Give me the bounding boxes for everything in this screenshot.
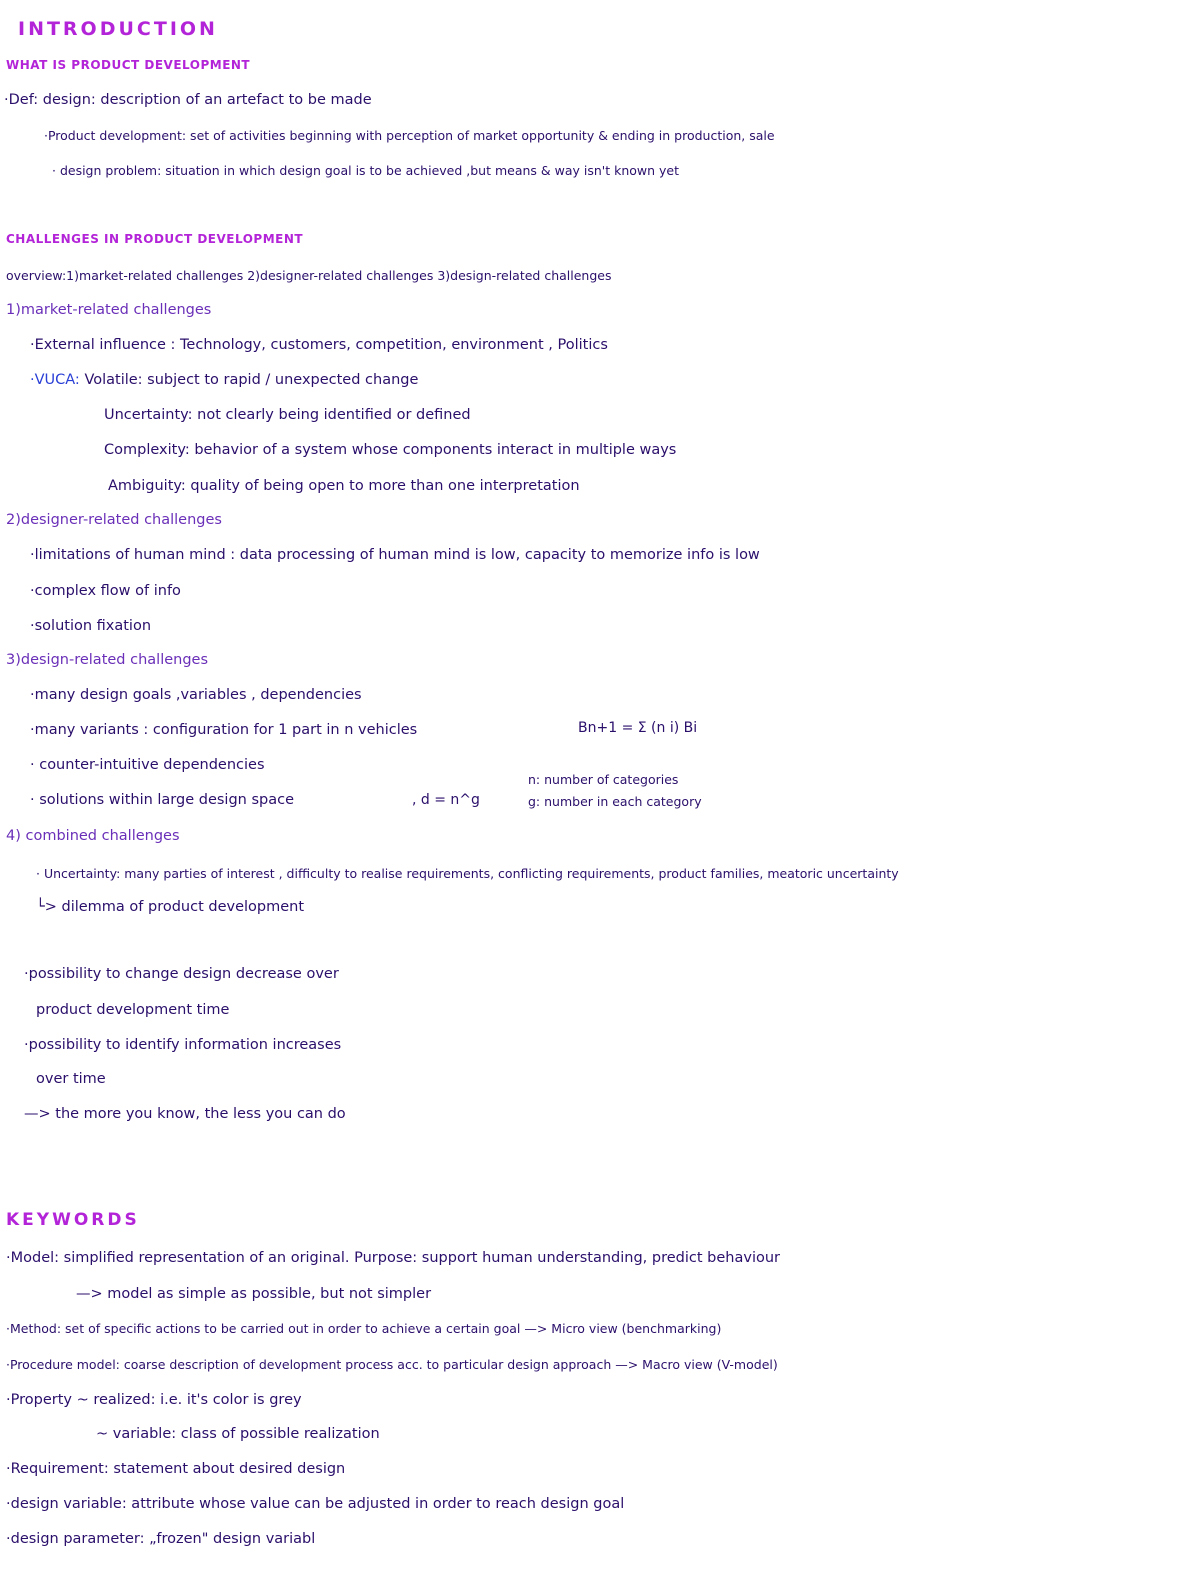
design-many-goals: ·many design goals ,variables , dependencies bbox=[30, 687, 362, 703]
keyword-requirement: ·Requirement: statement about desired design bbox=[6, 1461, 346, 1477]
designer-complex-flow: ·complex flow of info bbox=[30, 583, 181, 599]
dilemma-line-2: product development time bbox=[36, 1002, 230, 1018]
challenges-heading: CHALLENGES IN PRODUCT DEVELOPMENT bbox=[6, 232, 304, 246]
legend-categories: n: number of categories bbox=[528, 772, 679, 787]
dilemma-conclusion: —> the more you know, the less you can do bbox=[24, 1106, 346, 1122]
intro-heading: WHAT IS PRODUCT DEVELOPMENT bbox=[6, 58, 251, 72]
market-heading: 1)market-related challenges bbox=[6, 302, 212, 318]
design-large-space: · solutions within large design space bbox=[30, 792, 294, 808]
combined-uncertainty: · Uncertainty: many parties of interest , difficulty to realise requirements, conflicting requirements, product families, meatoric uncertainty bbox=[36, 866, 899, 881]
design-space-formula: , d = n^g bbox=[412, 792, 480, 808]
challenges-overview: overview:1)market-related challenges 2)designer-related challenges 3)design-related challenges bbox=[6, 268, 612, 283]
combined-heading: 4) combined challenges bbox=[6, 828, 180, 844]
vuca-uncertainty: Uncertainty: not clearly being identified or defined bbox=[104, 407, 471, 423]
designer-solution-fixation: ·solution fixation bbox=[30, 618, 152, 634]
dilemma-line-4: over time bbox=[36, 1071, 106, 1087]
keyword-property-variable: ~ variable: class of possible realization bbox=[96, 1426, 380, 1442]
combined-dilemma: └> dilemma of product development bbox=[36, 899, 305, 915]
keyword-design-variable: ·design variable: attribute whose value can be adjusted in order to reach design goal bbox=[6, 1496, 625, 1512]
vuca-row bbox=[30, 372, 418, 388]
keyword-method: ·Method: set of specific actions to be carried out in order to achieve a certain goal —> Micro view (benchmarking) bbox=[6, 1321, 722, 1336]
designer-limitations: ·limitations of human mind : data processing of human mind is low, capacity to memorize info is low bbox=[30, 547, 760, 563]
keyword-design-parameter: ·design parameter: „frozen" design variabl bbox=[6, 1531, 316, 1547]
intro-line-definition: ·Def: design: description of an artefact to be made bbox=[4, 92, 372, 108]
vuca-complexity: Complexity: behavior of a system whose components interact in multiple ways bbox=[104, 442, 677, 458]
vuca-label: ·VUCA: bbox=[30, 372, 80, 388]
keyword-model-note: —> model as simple as possible, but not simpler bbox=[76, 1286, 432, 1302]
intro-line-design-problem: · design problem: situation in which design goal is to be achieved ,but means & way isn't known yet bbox=[52, 163, 680, 178]
dilemma-line-3: ·possibility to identify information increases bbox=[24, 1037, 342, 1053]
market-external-influence: ·External influence : Technology, customers, competition, environment , Politics bbox=[30, 337, 608, 353]
vuca-ambiguity: Ambiguity: quality of being open to more than one interpretation bbox=[108, 478, 580, 494]
designer-heading: 2)designer-related challenges bbox=[6, 512, 222, 528]
keyword-procedure-model: ·Procedure model: coarse description of development process acc. to particular design approach —> Macro view (V-model) bbox=[6, 1357, 778, 1372]
design-heading: 3)design-related challenges bbox=[6, 652, 209, 668]
intro-title: INTRODUCTION bbox=[18, 18, 218, 40]
keyword-property-realized: ·Property ~ realized: i.e. it's color is grey bbox=[6, 1392, 302, 1408]
keywords-title: KEYWORDS bbox=[6, 1210, 140, 1230]
dilemma-line-1: ·possibility to change design decrease over bbox=[24, 966, 339, 982]
keyword-model: ·Model: simplified representation of an original. Purpose: support human understanding, predict behaviour bbox=[6, 1250, 780, 1266]
intro-line-product-development: ·Product development: set of activities beginning with perception of market opportunity & ending in production, sale bbox=[44, 128, 775, 143]
variants-formula: Bn+1 = Σ (n i) Bi bbox=[578, 720, 698, 736]
design-counter-intuitive: · counter-intuitive dependencies bbox=[30, 757, 265, 773]
legend-number-each: g: number in each category bbox=[528, 794, 702, 809]
vuca-volatile: Volatile: subject to rapid / unexpected change bbox=[84, 372, 419, 388]
design-many-variants: ·many variants : configuration for 1 part in n vehicles bbox=[30, 722, 418, 738]
